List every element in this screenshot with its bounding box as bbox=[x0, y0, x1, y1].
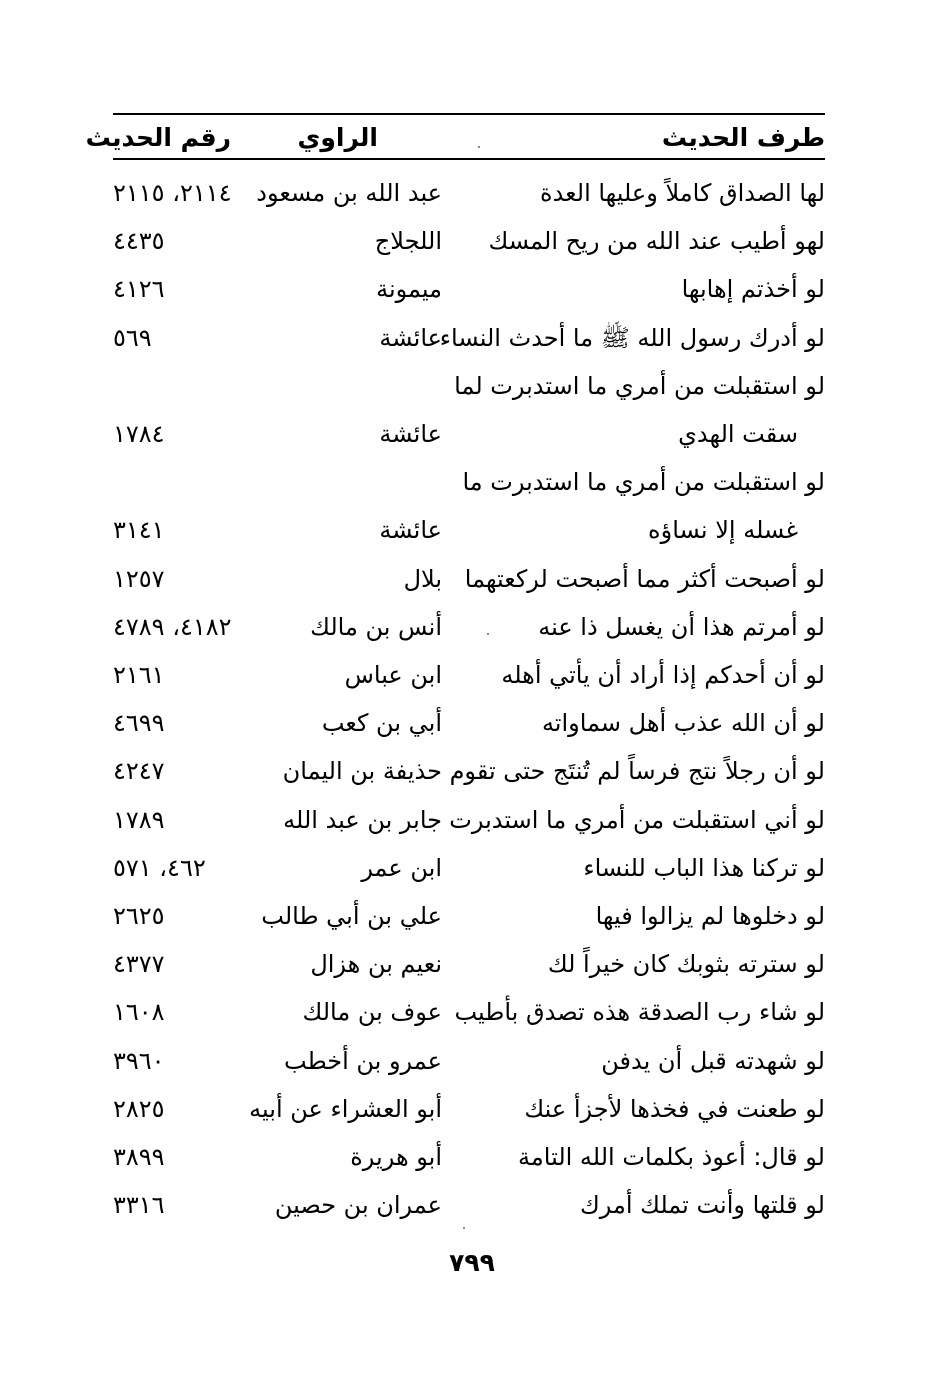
hadith-text: لو قلتها وأنت تملك أمرك bbox=[579, 1191, 825, 1219]
hadith-number: ٣٣١٦ bbox=[113, 1191, 165, 1219]
hadith-text: لو طعنت في فخذها لأجزأ عنك bbox=[524, 1095, 825, 1123]
hadith-number: ٤٦٩٩ bbox=[113, 709, 165, 737]
narrator: أبو العشراء عن أبيه bbox=[249, 1095, 442, 1123]
hadith-number: ٤١٨٢، ٤٧٨٩ bbox=[113, 613, 232, 641]
hadith-number: ٢٨٢٥ bbox=[113, 1095, 165, 1123]
table-row bbox=[0, 607, 944, 647]
hadith-number: ١٢٥٧ bbox=[113, 565, 165, 593]
hadith-text: لو أني استقبلت من أمري ما استدبرت bbox=[449, 806, 825, 834]
header-rule bbox=[113, 158, 825, 160]
narrator: اللجلاج bbox=[374, 227, 442, 255]
table-row bbox=[0, 992, 944, 1032]
speck bbox=[463, 1227, 465, 1229]
table-row bbox=[0, 559, 944, 599]
narrator: جابر بن عبد الله bbox=[283, 806, 442, 834]
narrator: عائشة bbox=[379, 420, 442, 448]
hadith-text: لو استقبلت من أمري ما استدبرت لما bbox=[454, 372, 825, 400]
hadith-text: لو أن رجلاً نتج فرساً لم تُنتَج حتى تقوم bbox=[449, 757, 825, 785]
hadith-text: لو استقبلت من أمري ما استدبرت ما bbox=[462, 468, 825, 496]
table-row bbox=[0, 173, 944, 213]
narrator: عبد الله بن مسعود bbox=[256, 179, 442, 207]
table-row bbox=[0, 1185, 944, 1225]
hadith-text: لو دخلوها لم يزالوا فيها bbox=[595, 902, 825, 930]
narrator: علي بن أبي طالب bbox=[261, 902, 442, 930]
hadith-text: لو شهدته قبل أن يدفن bbox=[601, 1047, 825, 1075]
hadith-number: ١٦٠٨ bbox=[113, 998, 165, 1026]
speck bbox=[478, 146, 480, 148]
hadith-number bbox=[113, 462, 273, 502]
narrator: عمرو بن أخطب bbox=[284, 1047, 442, 1075]
hadith-text: غسله إلا نساؤه bbox=[648, 516, 798, 544]
hadith-text: سقت الهدي bbox=[678, 420, 798, 448]
narrator: نعيم بن هزال bbox=[310, 950, 442, 978]
hadith-number: ١٧٨٤ bbox=[113, 420, 165, 448]
table-row bbox=[0, 1041, 944, 1081]
table-row bbox=[0, 1137, 944, 1177]
table-row bbox=[0, 269, 944, 309]
narrator: عمران بن حصين bbox=[274, 1191, 442, 1219]
hadith-number: ٤١٢٦ bbox=[113, 275, 165, 303]
hadith-text: لها الصداق كاملاً وعليها العدة bbox=[540, 179, 825, 207]
hadith-text: لو أصبحت أكثر مما أصبحت لركعتهما bbox=[464, 565, 825, 593]
narrator: عائشة bbox=[379, 516, 442, 544]
narrator bbox=[262, 462, 442, 502]
hadith-number bbox=[113, 366, 273, 406]
page-number: ٧٩٩ bbox=[449, 1248, 495, 1277]
header-hadith-number: رقم الحديث bbox=[85, 123, 231, 152]
table-row bbox=[0, 366, 944, 406]
hadith-text: لو أمرتم هذا أن يغسل ذا عنه bbox=[538, 613, 825, 641]
table-row bbox=[0, 800, 944, 840]
hadith-number: ٥٦٩ bbox=[113, 324, 152, 352]
table-row bbox=[0, 655, 944, 695]
table-row bbox=[0, 221, 944, 261]
narrator: بلال bbox=[403, 565, 442, 593]
hadith-text: لو أخذتم إهابها bbox=[681, 275, 825, 303]
table-row bbox=[0, 318, 944, 358]
hadith-text: لو أن الله عذب أهل سماواته bbox=[541, 709, 825, 737]
hadith-text: لو سترته بثوبك كان خيراً لك bbox=[547, 950, 825, 978]
speck bbox=[487, 633, 489, 635]
hadith-text: لو قال: أعوذ بكلمات الله التامة bbox=[518, 1143, 825, 1171]
hadith-number: ١٧٨٩ bbox=[113, 806, 165, 834]
hadith-number: ٤٣٧٧ bbox=[113, 950, 165, 978]
hadith-number: ٢١١٤، ٢١١٥ bbox=[113, 179, 232, 207]
narrator: عوف بن مالك bbox=[302, 998, 442, 1026]
narrator: أبي بن كعب bbox=[321, 709, 442, 737]
hadith-number: ٣٩٦٠ bbox=[113, 1047, 165, 1075]
table-row bbox=[0, 944, 944, 984]
hadith-text: لو تركنا هذا الباب للنساء bbox=[583, 854, 825, 882]
narrator: حذيفة بن اليمان bbox=[282, 757, 442, 785]
hadith-number: ٤٤٣٥ bbox=[113, 227, 165, 255]
hadith-number: ٤٦٢، ٥٧١ bbox=[113, 854, 206, 882]
hadith-number: ٢١٦١ bbox=[113, 661, 165, 689]
header-narrator: الراوي bbox=[297, 123, 378, 152]
table-row bbox=[0, 1089, 944, 1129]
header-hadith-text: طرف الحديث bbox=[661, 123, 825, 152]
hadith-text: لهو أطيب عند الله من ريح المسك bbox=[488, 227, 825, 255]
hadith-text: لو شاء رب الصدقة هذه تصدق بأطيب bbox=[454, 998, 825, 1026]
table-row bbox=[0, 896, 944, 936]
hadith-number: ٢٦٢٥ bbox=[113, 902, 165, 930]
narrator: ابن عمر bbox=[361, 854, 442, 882]
table-row bbox=[0, 510, 944, 550]
table-row bbox=[0, 751, 944, 791]
narrator: عائشة bbox=[379, 324, 442, 352]
table-row bbox=[0, 462, 944, 502]
hadith-number: ٣٨٩٩ bbox=[113, 1143, 165, 1171]
narrator: أبو هريرة bbox=[350, 1143, 442, 1171]
narrator bbox=[262, 366, 442, 406]
table-row bbox=[0, 848, 944, 888]
top-rule bbox=[113, 113, 825, 115]
narrator: ابن عباس bbox=[344, 661, 442, 689]
hadith-text: لو أن أحدكم إذا أراد أن يأتي أهله bbox=[501, 661, 825, 689]
narrator: ميمونة bbox=[376, 275, 442, 303]
hadith-text: لو أدرك رسول الله ﷺ ما أحدث النساء bbox=[439, 324, 825, 352]
narrator: أنس بن مالك bbox=[310, 613, 442, 641]
table-row bbox=[0, 414, 944, 454]
table-row bbox=[0, 703, 944, 743]
hadith-number: ٤٢٤٧ bbox=[113, 757, 165, 785]
hadith-number: ٣١٤١ bbox=[113, 516, 165, 544]
